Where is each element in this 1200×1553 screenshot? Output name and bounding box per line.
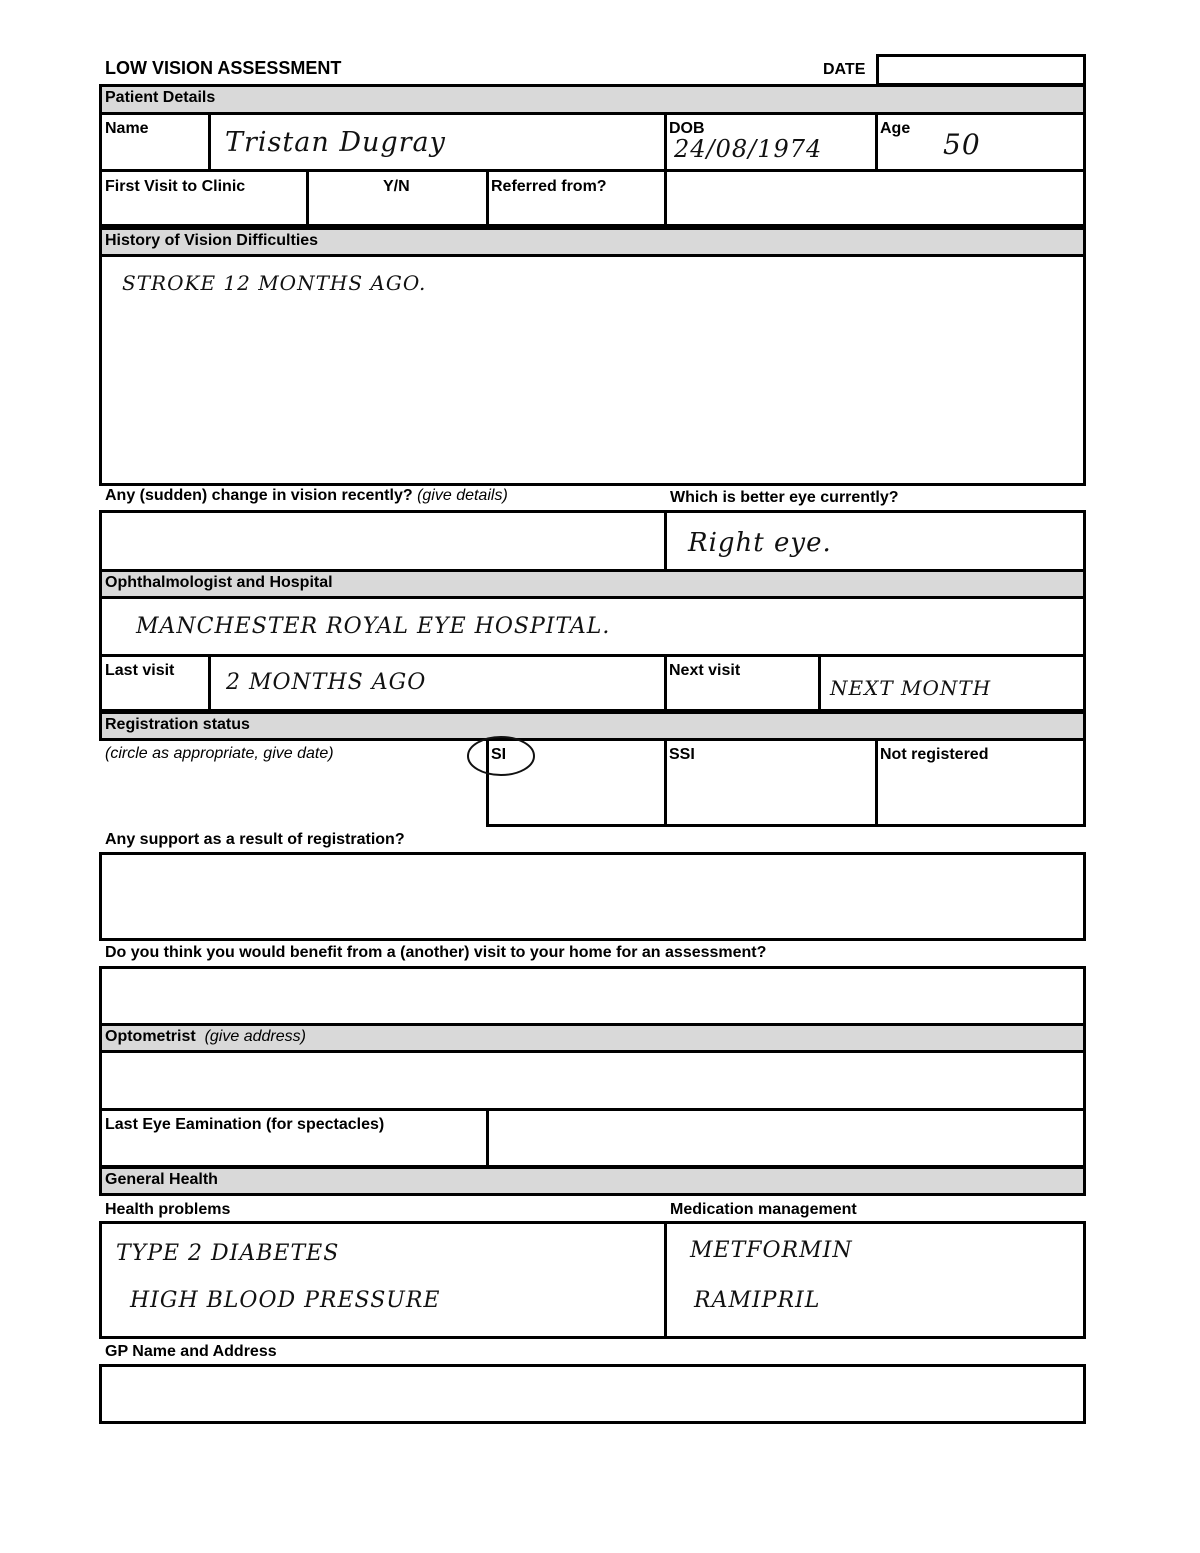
age-label: Age (880, 120, 911, 137)
history-field[interactable] (99, 254, 1086, 486)
ophthalmologist-header: Ophthalmologist and Hospital (99, 569, 1086, 599)
general-health-header: General Health (99, 1166, 1086, 1196)
selection-circle (464, 733, 538, 779)
home-visit-field[interactable] (99, 966, 1086, 1026)
history-header: History of Vision Difficulties (99, 227, 1086, 257)
registration-option-si[interactable]: SI (491, 746, 507, 763)
health-row (99, 1221, 1086, 1339)
health-problem-item[interactable]: TYPE 2 DIABETES (116, 1241, 340, 1266)
date-field[interactable] (876, 54, 1086, 86)
medication-item[interactable]: RAMIPRIL (694, 1288, 821, 1313)
last-visit-value[interactable]: 2 MONTHS AGO (226, 670, 427, 695)
history-value: STROKE 12 MONTHS AGO. (122, 271, 427, 295)
patient-details-header: Patient Details (99, 84, 1086, 115)
health-problem-item[interactable]: HIGH BLOOD PRESSURE (130, 1288, 441, 1313)
next-visit-label: Next visit (669, 662, 741, 679)
dob-value[interactable]: 24/08/1974 (674, 135, 823, 163)
name-label: Name (105, 120, 149, 137)
registration-hint: (circle as appropriate, give date) (105, 745, 334, 762)
form-title: LOW VISION ASSESSMENT (105, 58, 342, 78)
change-row (99, 510, 1086, 572)
first-visit-label: First Visit to Clinic (105, 178, 246, 195)
registration-option-ssi[interactable]: SSI (669, 746, 695, 763)
next-visit-value[interactable]: NEXT MONTH (830, 676, 992, 700)
ophthalmologist-field[interactable] (99, 596, 1086, 657)
optometrist-header: Optometrist (give address) (99, 1023, 1086, 1053)
last-exam-label: Last Eye Eamination (for spectacles) (105, 1116, 385, 1133)
medication-label: Medication management (670, 1201, 857, 1218)
last-visit-label: Last visit (105, 662, 175, 679)
home-visit-label: Do you think you would benefit from a (another) visit to your home for an assessment? (105, 944, 767, 961)
change-label: Any (sudden) change in vision recently? (give details) (105, 487, 508, 504)
ophthalmologist-value: MANCHESTER ROYAL EYE HOSPITAL. (136, 614, 611, 639)
dob-label: DOB (669, 120, 705, 137)
name-value[interactable]: Tristan Dugray (225, 127, 446, 158)
registration-option-not-registered[interactable]: Not registered (880, 746, 989, 763)
better-eye-value[interactable]: Right eye. (688, 528, 832, 558)
date-label: DATE (823, 61, 866, 78)
support-field[interactable] (99, 852, 1086, 941)
optometrist-field[interactable] (99, 1050, 1086, 1111)
health-problems-label: Health problems (105, 1201, 231, 1218)
age-value[interactable]: 50 (943, 128, 981, 161)
support-label: Any support as a result of registration? (105, 831, 405, 848)
referred-label: Referred from? (491, 178, 607, 195)
better-eye-label: Which is better eye currently? (670, 489, 899, 506)
gp-label: GP Name and Address (105, 1343, 277, 1360)
registration-header: Registration status (99, 711, 1086, 741)
registration-options (486, 738, 1086, 827)
gp-field[interactable] (99, 1364, 1086, 1424)
medication-item[interactable]: METFORMIN (690, 1238, 853, 1263)
yn-field[interactable]: Y/N (383, 178, 410, 195)
